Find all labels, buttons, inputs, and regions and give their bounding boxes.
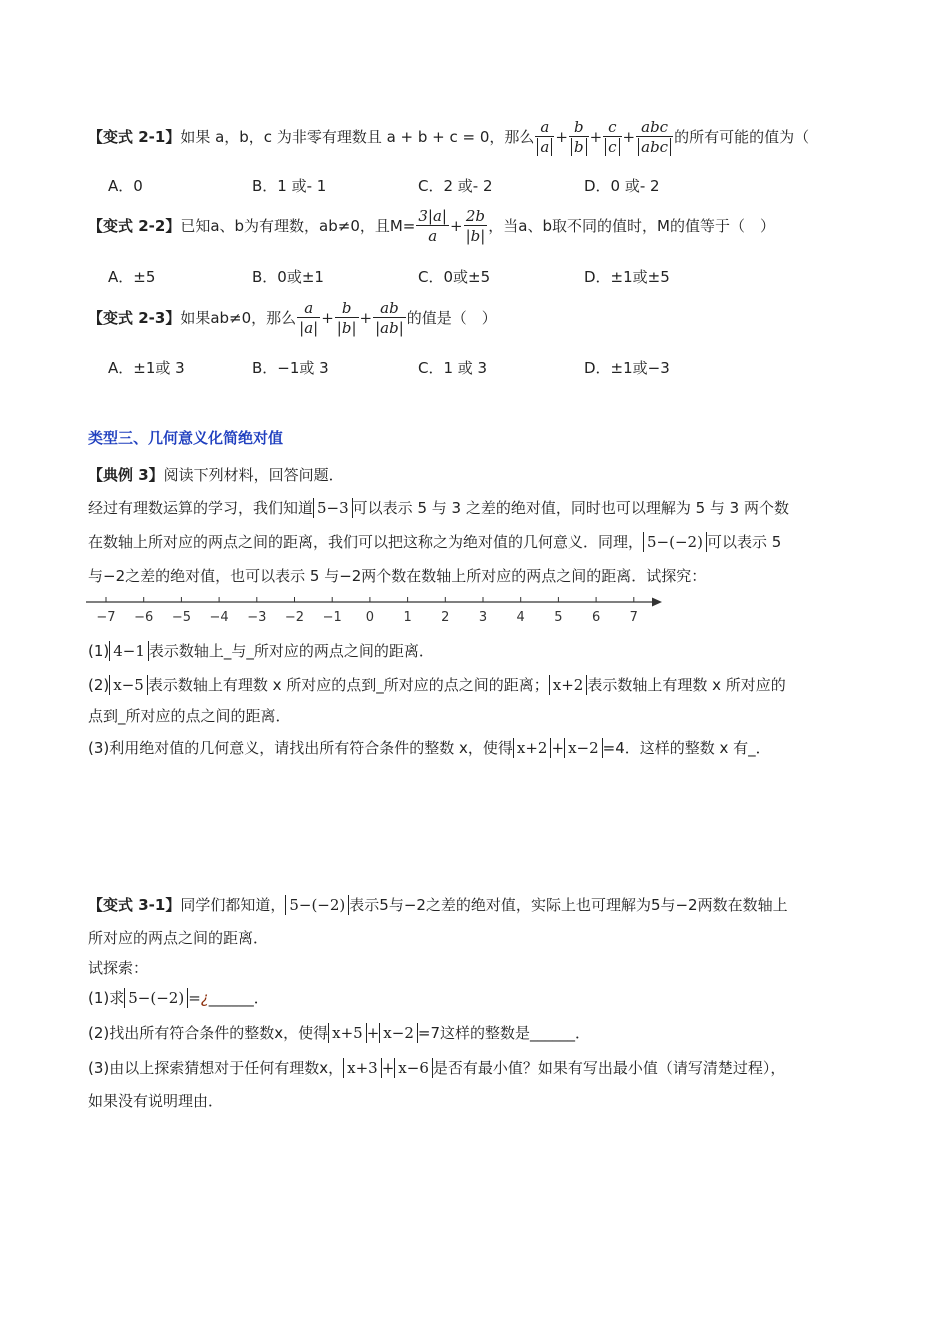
example-3-intro: 【典例 3】阅读下列材料，回答问题． <box>88 466 344 484</box>
garbled-mark: ¿ <box>200 989 209 1007</box>
variant-2-2-options <box>108 266 868 286</box>
variant-2-2-tag: 【变式 2-2】 <box>88 217 181 235</box>
tick-label: −3 <box>247 610 267 625</box>
example-3-paragraph-line-2: 在数轴上所对应的两点之间的距离，我们可以把这称之为绝对值的几何意义．同理， 5−(−2) 可以表示 5 <box>88 533 782 551</box>
abs-x-minus-2: x−2 <box>564 738 603 758</box>
tick-label: 3 <box>478 610 488 625</box>
fraction-3abs-a-over-a: $\frac{3|a|}{a}$ <box>418 207 447 245</box>
abs-5-minus-neg2: 5−(−2) <box>124 988 188 1008</box>
fraction-c-over-abs-c: $\frac{c}{c}$ <box>603 118 621 157</box>
variant-3-1-question-2: (2)找出所有符合条件的整数x，使得 x+5 + x−2 =7这样的整数是______． <box>88 1024 590 1042</box>
fraction-ab-over-abs-ab: $\frac{ab}{|ab|}$ <box>375 299 404 337</box>
option-c[interactable]: C．0或±5 <box>418 268 491 286</box>
example-3-question-3: (3)利用绝对值的几何意义，请找出所有符合条件的整数 x，使得 x+2 + x−2 =4．这样的整数 x 有_． <box>88 739 771 757</box>
fraction-abc-over-abs-abc: $\frac{\text{abc}}{\text{abc}}$ <box>636 118 673 157</box>
variant-3-1-question-3-cont: 如果没有说明理由． <box>88 1092 224 1110</box>
tick-label: 2 <box>441 610 450 625</box>
variant-2-1-tag: 【变式 2-1】 <box>88 128 181 146</box>
variant-2-2-text-end: ，当a、b取不同的值时，M的值等于（ ） <box>488 217 775 235</box>
section-heading: 类型三、几何意义化简绝对值 <box>88 429 284 447</box>
abs-x-minus-6: x−6 <box>394 1058 433 1078</box>
option-d[interactable]: D．±1或−3 <box>584 359 670 377</box>
abs-5-minus-neg2: 5−(−2) <box>643 532 707 552</box>
abs-x-minus-5: x−5 <box>109 675 148 695</box>
variant-2-3-tag: 【变式 2-3】 <box>88 309 181 327</box>
tick-label: −4 <box>209 610 229 625</box>
variant-2-1-stem: 【变式 2-1】如果 a，b，c 为非零有理数且 a + b + c = 0，那么 $\frac{a}{a}$ + $\frac{b}{b}$ + $\frac{c}{c}$ + $\frac{\text{abc}}{\text{abc}}$ 的所有可能的值为（ <box>88 118 810 156</box>
variant-3-1-question-1: (1)求 5−(−2) =¿______． <box>88 989 269 1007</box>
option-c[interactable]: C．2 或- 2 <box>418 177 493 195</box>
abs-x-plus-2: x+2 <box>549 675 588 695</box>
example-3-paragraph-line-1: 经过有理数运算的学习，我们知道 5−3 可以表示 5 与 3 之差的绝对值，同时也可以理解为 5 与 3 两个数 <box>88 499 789 517</box>
variant-2-2-text: 已知a、b为有理数，ab≠0，且M= <box>180 217 416 235</box>
tick-label: 4 <box>516 610 525 625</box>
variant-2-3-text-end: 的值是（ ） <box>406 309 497 327</box>
variant-2-1-options <box>108 175 868 195</box>
fraction-2b-over-abs-b: $\frac{2b}{|b|}$ <box>465 207 486 245</box>
variant-2-1-text-end: 的所有可能的值为（ <box>674 128 810 146</box>
example-3-tag: 【典例 3】 <box>88 466 164 484</box>
option-a[interactable]: A．0 <box>108 177 143 195</box>
variant-3-1-tag: 【变式 3-1】 <box>88 896 181 914</box>
abs-5-minus-3: 5−3 <box>313 498 353 518</box>
abs-5-minus-neg2: 5−(−2) <box>285 895 349 915</box>
abs-4-minus-1: 4−1 <box>109 641 149 661</box>
option-c[interactable]: C．1 或 3 <box>418 359 488 377</box>
variant-3-1-line-2: 所对应的两点之间的距离． <box>88 929 269 947</box>
option-d[interactable]: D．0 或- 2 <box>584 177 660 195</box>
example-3-question-2: (2) x−5 表示数轴上有理数 x 所对应的点到_所对应的点之间的距离； x+2 表示数轴上有理数 x 所对应的 <box>88 676 786 694</box>
option-d[interactable]: D．±1或±5 <box>584 268 670 286</box>
option-b[interactable]: B．−1或 3 <box>252 359 329 377</box>
fraction-a-over-abs-a: $\frac{a}{a}$ <box>535 118 554 157</box>
tick-label: 1 <box>403 610 412 625</box>
tick-label: 0 <box>365 610 375 625</box>
variant-3-1-question-3: (3)由以上探索猜想对于任何有理数x， x+3 + x−6 是否有最小值？如果有写出最小值（请写清楚过程）， <box>88 1059 786 1077</box>
option-b[interactable]: B．1 或- 1 <box>252 177 327 195</box>
fraction-a-over-abs-a: $\frac{a}{|a|}$ <box>299 299 319 337</box>
example-3-question-2-cont: 点到_所对应的点之间的距离． <box>88 707 291 725</box>
tick-label: 7 <box>629 610 638 625</box>
tick-label: 5 <box>554 610 563 625</box>
variant-2-3-options <box>108 357 868 377</box>
option-a[interactable]: A．±1或 3 <box>108 359 185 377</box>
option-a[interactable]: A．±5 <box>108 268 156 286</box>
variant-3-1-explore: 试探索： <box>88 959 149 977</box>
tick-label: −2 <box>284 610 305 625</box>
tick-label: 6 <box>591 610 601 625</box>
fraction-b-over-abs-b: $\frac{b}{|b|}$ <box>336 299 357 337</box>
abs-x-minus-2: x−2 <box>379 1023 418 1043</box>
option-b[interactable]: B．0或±1 <box>252 268 324 286</box>
number-line <box>80 592 680 632</box>
abs-x-plus-3: x+3 <box>343 1058 382 1078</box>
tick-label: −1 <box>322 610 342 625</box>
tick-label: −6 <box>134 610 154 625</box>
abs-x-plus-5: x+5 <box>328 1023 367 1043</box>
example-3-paragraph-line-3: 与−2之差的绝对值，也可以表示 5 与−2两个数在数轴上所对应的两点之间的距离．试探究： <box>88 567 707 585</box>
example-3-question-1: (1) 4−1 表示数轴上_与_所对应的两点之间的距离． <box>88 642 434 660</box>
answer-blank[interactable]: ______． <box>208 989 269 1007</box>
tick-label: −7 <box>96 610 116 625</box>
tick-label: −5 <box>171 610 191 625</box>
variant-3-1-line-1: 【变式 3-1】同学们都知道， 5−(−2) 表示5与−2之差的绝对值，实际上也可理解为5与−2两数在数轴上 <box>88 896 788 914</box>
abs-x-plus-2: x+2 <box>513 738 552 758</box>
variant-2-3-text: 如果ab≠0，那么 <box>180 309 297 327</box>
number-line-arrow <box>652 598 662 607</box>
variant-2-2-stem: 【变式 2-2】已知a、b为有理数，ab≠0，且M= $\frac{3|a|}{a}$ + $\frac{2b}{|b|}$ ，当a、b取不同的值时，M的值等于（ ） <box>88 207 775 245</box>
fraction-b-over-abs-b: $\frac{b}{b}$ <box>569 118 589 157</box>
variant-2-1-text: 如果 a，b，c 为非零有理数且 a + b + c = 0，那么 <box>180 128 535 146</box>
variant-2-3-stem: 【变式 2-3】如果ab≠0，那么 $\frac{a}{|a|}$ + $\frac{b}{|b|}$ + $\frac{ab}{|ab|}$ 的值是（ ） <box>88 299 497 337</box>
